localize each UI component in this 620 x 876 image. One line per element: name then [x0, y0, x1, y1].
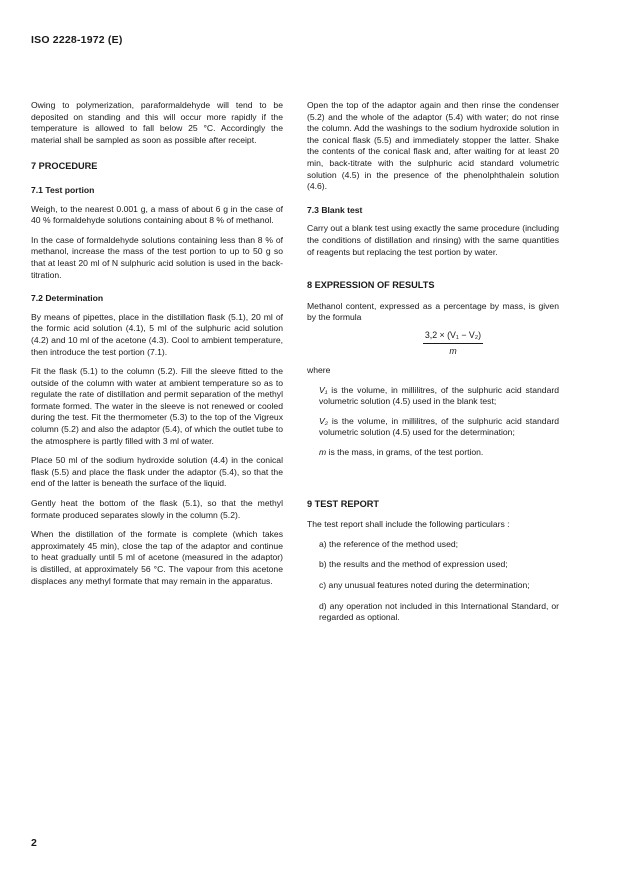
- definition-v2-text: is the volume, in millilitres, of the sulphuric acid standard volumetric solution (4.5) used for the determination;: [319, 415, 559, 438]
- section-8-heading: 8 EXPRESSION OF RESULTS: [307, 280, 435, 291]
- list-item: c) any unusual features noted during the determination;: [319, 580, 530, 591]
- section-7-1-paragraph-1: Weigh, to the nearest 0.001 g, a mass of about 6 g in the case of 40 % formaldehyde solutions containing about 8 % of methanol.: [31, 203, 283, 226]
- page-number: 2: [31, 837, 37, 849]
- right-column: [307, 100, 559, 633]
- left-column: [31, 100, 283, 595]
- methanol-formula: [347, 330, 559, 357]
- section-7-2-paragraph-2: Fit the flask (5.1) to the column (5.2). Fill the sleeve fitted to the outside of the column with water at ambient temperature so as to regulate the rate of distillation and permit separation of the methyl formate formed. The water in the sleeve is not renewed or cooled during the test. Fit the thermometer (5.3) to the top of the Vigreux column (5.2) and also the adaptor (5.4), of which the outlet tube to the atmosphere is partly filled with 3 ml of water.: [31, 366, 283, 446]
- list-item: a) the reference of the method used;: [319, 538, 459, 549]
- section-7-3-heading: 7.3 Blank test: [307, 204, 363, 215]
- formula-denominator: m: [449, 345, 457, 356]
- symbol-v1: V₁: [319, 384, 328, 395]
- section-7-heading: 7 PROCEDURE: [31, 161, 98, 172]
- section-7-1-paragraph-2: In the case of formaldehyde solutions containing less than 8 % of methanol, increase the mass of the test portion to up to 50 g so that at least 20 ml of N sulphuric acid solution is used in the back-titration.: [31, 234, 283, 280]
- section-8-paragraph: Methanol content, expressed as a percentage by mass, is given by the formula: [307, 300, 559, 323]
- section-7-2-heading: 7.2 Determination: [31, 293, 104, 304]
- list-item: d) any operation not included in this International Standard, or regarded as optional.: [319, 600, 559, 623]
- section-9-paragraph: The test report shall include the following particulars :: [307, 519, 510, 530]
- list-item: b) the results and the method of expression used;: [319, 559, 508, 570]
- definition-v1: [319, 385, 559, 408]
- section-7-2-paragraph-4: Gently heat the bottom of the flask (5.1), so that the methyl formate produced separates slowly in the column (5.2).: [31, 498, 283, 520]
- symbol-v2: V₂: [319, 415, 329, 426]
- rinse-paragraph: Open the top of the adaptor again and then rinse the condenser (5.2) and the whole of the adaptor (5.4) with water; do not rinse the column. Add the washings to the sodium hydroxide solution in the conical flask (5.5) and immediately stopper the latter. Shake the contents of the conical flask and, after waiting for at least 20 min, back-titrate with the sulphuric acid standard volumetric solution (4.5) in the presence of the phenolphthalein solution (4.6).: [307, 100, 559, 192]
- definition-v1-text: is the volume, in millilitres, of the sulphuric acid standard volumetric solution (4.5) used in the blank test;: [319, 384, 559, 407]
- section-7-2-paragraph-5: When the distillation of the formate is complete (which takes approximately 45 min), close the tap of the adaptor and continue to heat gradually until 5 ml of acetone (measured in the adaptor) is distilled, at approximately 56 °C. The vapour from this acetone displaces any methyl formate that may remain in the apparatus.: [31, 529, 283, 586]
- document-header: ISO 2228-1972 (E): [31, 34, 123, 46]
- section-7-1-heading: 7.1 Test portion: [31, 184, 95, 195]
- where-label: where: [307, 365, 331, 376]
- formula-numerator: 3,2 × (V₁ − V₂): [423, 330, 483, 344]
- section-7-2-paragraph-3: Place 50 ml of the sodium hydroxide solution (4.4) in the conical flask (5.5) and place the flask under the adaptor (5.4), so that the end of the latter is beneath the surface of the liquid.: [31, 455, 283, 489]
- section-9-heading: 9 TEST REPORT: [307, 498, 379, 509]
- definition-m: [319, 447, 559, 459]
- intro-paragraph: Owing to polymerization, paraformaldehyde will tend to be deposited on standing and this will occur more rapidly if the temperature is allowed to fall below 25 °C. Accordingly the material shall be sampled as soon as possible after receipt.: [31, 100, 283, 145]
- section-7-3-paragraph: Carry out a blank test using exactly the same procedure (including the conditions of distillation and rinsing) with the same quantities of reagents but replacing the test portion by water.: [307, 223, 559, 257]
- definition-v2: [319, 416, 559, 439]
- symbol-m: m: [319, 447, 327, 458]
- section-7-2-paragraph-1: By means of pipettes, place in the distillation flask (5.1), 20 ml of the formic acid solution (4.1), 5 ml of the sulphuric acid solution (4.2) and 10 ml of the acetone (4.3). Cool to ambient temperature, then introduce the test portion (7.1).: [31, 311, 283, 357]
- definition-m-text: is the mass, in grams, of the test portion.: [326, 447, 484, 458]
